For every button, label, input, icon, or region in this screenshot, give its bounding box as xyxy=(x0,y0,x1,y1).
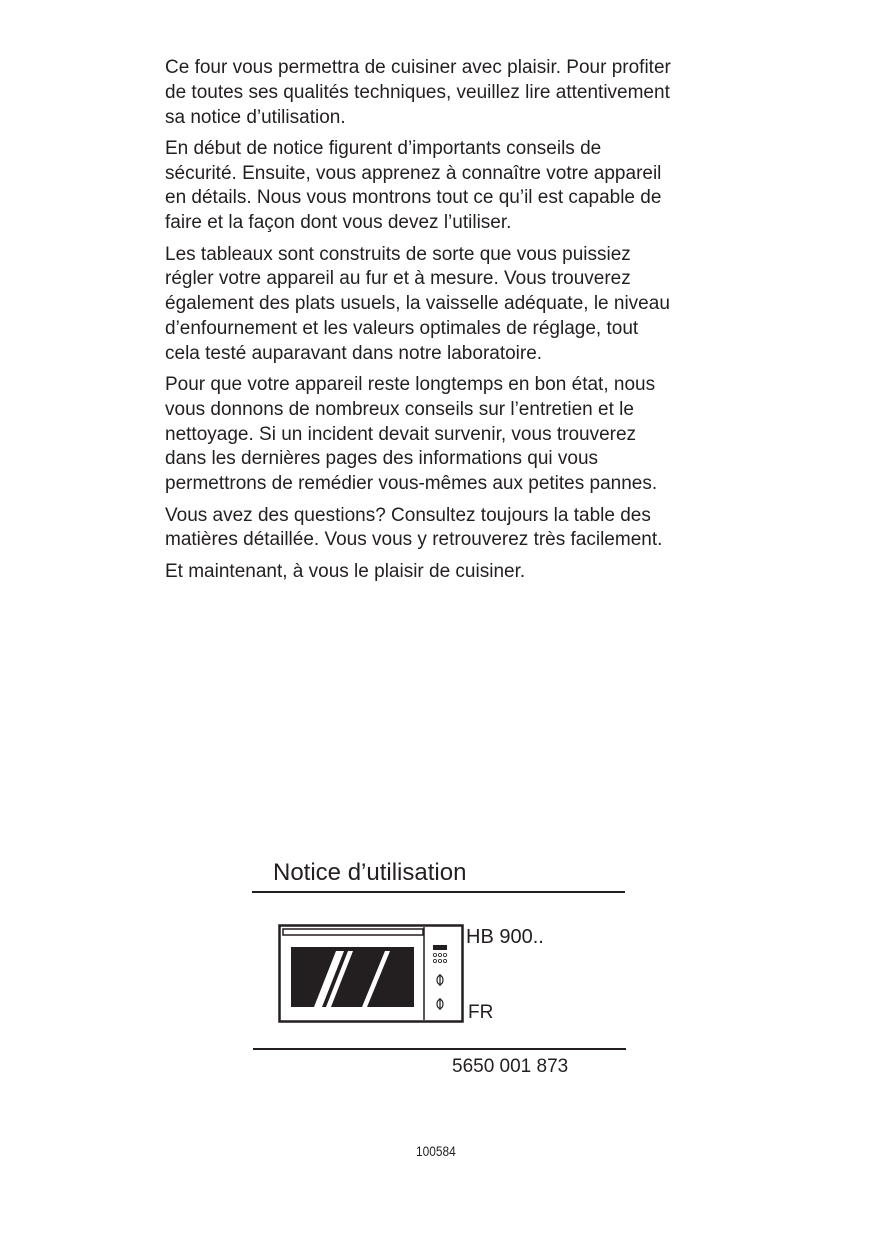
part-number: 5650 001 873 xyxy=(452,1056,569,1077)
part-number-divider xyxy=(253,1048,626,1050)
intro-paragraph: Vous avez des questions? Consultez toujours la table des matières détaillée. Vous vous y retrouverez très facilement. xyxy=(165,504,663,551)
intro-paragraph: Ce four vous permettra de cuisiner avec plaisir. Pour profiter de toutes ses qualités techniques, veuillez lire attentivement sa notice d’utilisation. xyxy=(165,57,671,128)
document-id: 100584 xyxy=(416,1143,456,1159)
intro-paragraph: Les tableaux sont construits de sorte que vous puissiez régler votre appareil au fur et à mesure. Vous trouverez également des plats usuels, la vaisselle adéquate, le niveau d’enfournement et les valeurs optimales de réglage, tout cela testé auparavant dans notre laboratoire. xyxy=(165,243,670,364)
model-number: HB 900.. xyxy=(466,926,544,948)
oven-icon xyxy=(278,924,464,1024)
intro-text xyxy=(165,56,725,591)
title-divider xyxy=(252,891,625,893)
intro-paragraph: Pour que votre appareil reste longtemps en bon état, nous vous donnons de nombreux conseils sur l’entretien et le nettoyage. Si un incident devait survenir, vous trouverez dans les dernières pages des informations qui vous permettrons de remédier vous-mêmes aux petites pannes. xyxy=(165,374,658,495)
language-code: FR xyxy=(468,1002,494,1023)
intro-paragraph: Et maintenant, à vous le plaisir de cuisiner. xyxy=(165,560,526,582)
intro-paragraph: En début de notice figurent d’importants conseils de sécurité. Ensuite, vous apprenez à connaître votre appareil en détails. Nous vous montrons tout ce qu’il est capable de faire et la façon dont vous devez l’utiliser. xyxy=(165,137,662,234)
manual-title: Notice d’utilisation xyxy=(273,859,467,886)
